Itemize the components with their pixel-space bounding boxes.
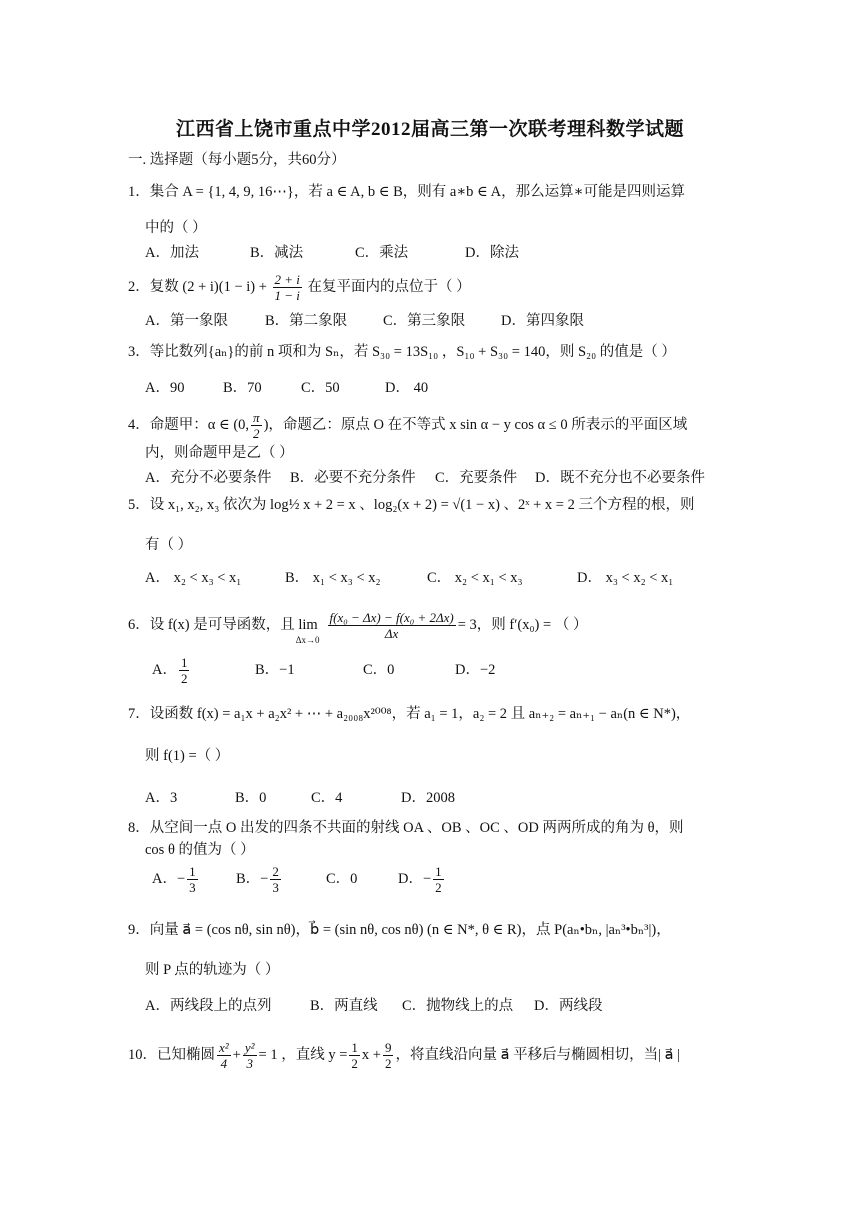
option-b-fraction: $\frac{2}{3}$ [272,864,279,895]
question-5-options [145,568,673,588]
option-b: B．70 [223,380,262,396]
option-c: C．0 [363,661,395,678]
q10-prefix: 10．已知椭圆 [128,1046,215,1063]
q2-fraction: $\frac{2 + i}{1 - i}$ [274,272,300,303]
option-b: B．减法 [250,245,304,261]
option-d-fraction: $\frac{1}{2}$ [435,864,442,895]
option-d: D．−2 [455,661,496,678]
option-a-fraction: $\frac{1}{2}$ [180,655,188,686]
question-2-options [145,311,584,331]
option-a: A．− $\frac{1}{3}$ [152,864,196,895]
question-6-stem [128,610,587,650]
question-10-stem [128,1040,680,1071]
q6-suffix: = 3，则 f′(x₀) = （ ） [457,616,588,633]
q10-plus: + [232,1046,241,1063]
option-c: C． x₂ < x₁ < x₃ [427,570,523,586]
option-a-fraction: $\frac{1}{3}$ [189,864,196,895]
option-a: A．90 [145,380,185,396]
question-4-stem [128,410,687,441]
option-d: D．− $\frac{1}{2}$ [398,864,442,895]
question-7-stem-cont: 则 f(1) =（ ） [145,748,230,764]
question-4-stem-cont: 内，则命题甲是乙（ ） [145,445,294,461]
option-a: A． x₂ < x₃ < x₁ [145,570,242,586]
question-3-stem: 3．等比数列{aₙ}的前 n 项和为 Sₙ，若 S₃₀ = 13S₁₀ ，S₁₀ + S₃₀ = 140，则 S₂₀ 的值是（ ） [128,344,676,360]
option-a: A．充分不必要条件 [145,470,272,486]
question-8-stem: 8．从空间一点 O 出发的四条不共面的射线 OA 、OB 、OC 、OD 两两所成的角为 θ，则 [128,820,684,836]
q4-fraction: $\frac{\pi}{2}$ [253,410,260,441]
question-3-options [145,378,428,398]
option-d: D．第四象限 [501,313,584,329]
option-b: B．0 [235,790,267,806]
option-b: B． x₁ < x₃ < x₂ [285,570,381,586]
q6-limit-subscript: Δx→0 [295,634,320,645]
question-9-stem-cont: 则 P 点的轨迹为（ ） [145,962,280,978]
question-5-stem: 5．设 x₁, x₂, x₃ 依次为 log½ x + 2 = x 、log₂(x + 2) = √(1 − x) 、2ˣ + x = 2 三个方程的根，则 [128,497,695,513]
q10-suffix: ，将直线沿向量 a⃗ 平移后与椭圆相切，当| a⃗ | [395,1046,681,1063]
q2-prefix: 2．复数 (2 + i)(1 − i) + [128,278,267,295]
question-4-options [145,468,705,488]
question-8-stem-cont: cos θ 的值为（ ） [145,842,255,858]
option-b: B．第二象限 [265,313,348,329]
option-b: B．−1 [255,661,295,678]
q10-fraction-x: $\frac{\text{x²}}{4}$ [219,1040,229,1071]
question-9-stem: 9．向量 a⃗ = (cos nθ, sin nθ)，b⃗ = (sin nθ, cos nθ) (n ∈ N*, θ ∈ R)，点 P(aₙ•bₙ, |aₙ³•bₙ³|)， [128,922,671,938]
option-a: A．两线段上的点列 [145,998,272,1014]
q4-suffix: )，命题乙：原点 O 在不等式 x sin α − y cos α ≤ 0 所表示的平面区域 [263,416,688,433]
option-d: D．2008 [401,790,455,806]
question-2-stem [128,272,471,303]
q6-prefix: 6．设 f(x) 是可导函数，且 lim [128,616,318,633]
q10-fraction-y: $\frac{\text{y²}}{3}$ [244,1040,255,1071]
option-d: D． x₃ < x₂ < x₁ [577,570,674,586]
option-b: B．两直线 [310,998,378,1014]
option-d: D．两线段 [534,998,603,1014]
option-d: D． 40 [385,380,429,396]
q10-mid2: x + [361,1046,381,1063]
q10-mid: = 1 ，直线 y = [258,1046,348,1063]
option-c: C．充要条件 [435,470,518,486]
question-1-stem-cont: 中的（ ） [145,220,207,236]
option-c: C．0 [326,870,358,887]
question-7-options [145,788,455,808]
option-d: D．既不充分也不必要条件 [535,470,705,486]
q10-fraction-intercept: $\frac{9}{2}$ [384,1040,392,1071]
option-c: C．抛物线上的点 [402,998,514,1014]
question-6-options [152,655,495,686]
question-1-stem: 1．集合 A = {1, 4, 9, 16⋯}，若 a ∈ A, b ∈ B，则有 a∗b ∈ A，那么运算∗可能是四则运算 [128,184,685,200]
option-b: B．必要不充分条件 [290,470,416,486]
q10-fraction-slope: $\frac{1}{2}$ [351,1040,358,1071]
section-heading: 一. 选择题（每小题5分，共60分） [128,152,346,168]
option-c: C．第三象限 [383,313,466,329]
question-1-options [145,243,519,263]
option-a: A．第一象限 [145,313,228,329]
question-5-stem-cont: 有（ ） [145,537,193,553]
option-c: C．4 [311,790,343,806]
question-8-options [152,864,446,895]
page-title: 江西省上饶市重点中学2012届高三第一次联考理科数学试题 [175,119,684,140]
question-9-options [145,996,602,1016]
option-a: A．3 [145,790,178,806]
q6-fraction: $\frac{\text{f(x₀ − Δx) − f(x₀ + 2Δx)}}{\Delta x}$ [329,610,454,641]
option-d: D．除法 [465,245,519,261]
question-7-stem: 7．设函数 f(x) = a₁x + a₂x² + ⋯ + a₂₀₀₈x²⁰⁰⁸，若 a₁ = 1，a₂ = 2 且 aₙ₊₂ = aₙ₊₁ − aₙ(n ∈ N*)， [128,706,691,722]
option-c: C．50 [301,380,340,396]
q2-suffix: 在复平面内的点位于（ ） [307,278,471,295]
q4-prefix: 4．命题甲：α ∈ (0, [128,416,250,433]
option-c: C．乘法 [355,245,409,261]
option-b: B．− $\frac{2}{3}$ [236,864,279,895]
option-a: A． $\frac{1}{2}$ [152,655,188,686]
option-a: A．加法 [145,245,199,261]
